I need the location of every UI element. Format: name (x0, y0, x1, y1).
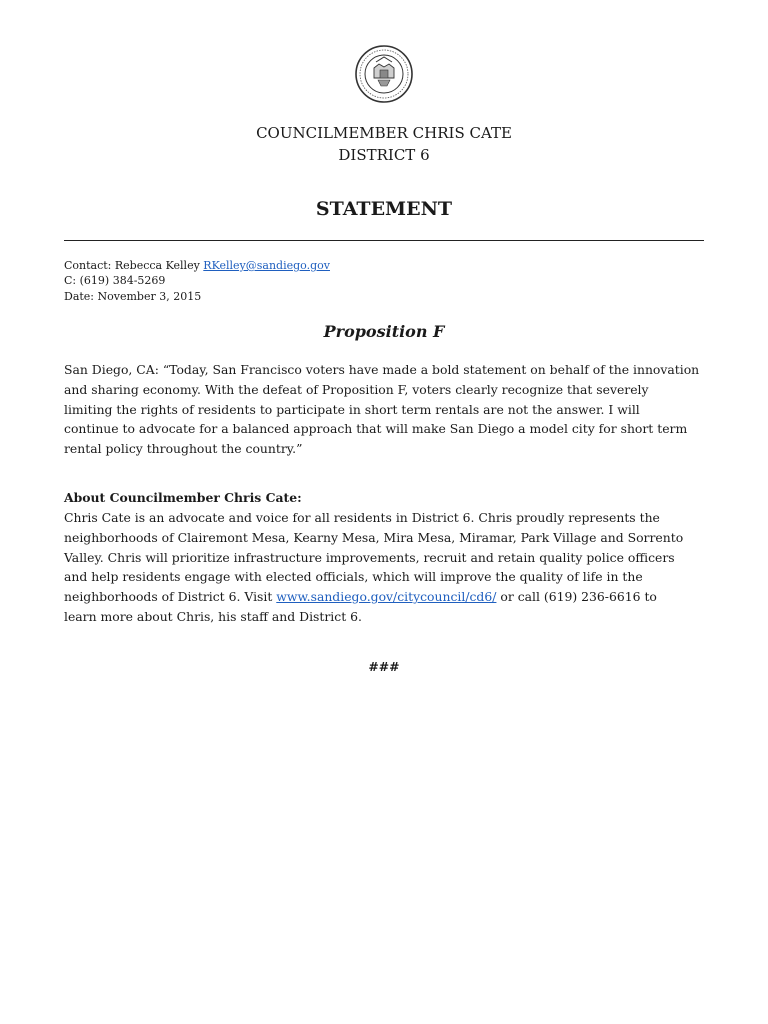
statement-subtitle: Proposition F (323, 322, 445, 341)
divider (64, 240, 704, 241)
about-paragraph (64, 508, 709, 627)
statement-paragraph: San Diego, CA: “Today, San Francisco voters have made a bold statement on behalf of the innovation and sharing economy. With the defeat of Proposition F, voters clearly recognize that severely limiting the rights of residents to participate in short term rentals are not the answer. I will continue to advocate for a balanced approach that will make San Diego a model city for short term rental policy throughout the country.” (64, 362, 700, 457)
about-heading: About Councilmember Chris Cate: (64, 490, 302, 505)
contact-line (64, 258, 330, 273)
contact-phone: C: (619) 384-5269 (64, 274, 166, 287)
contact-label: Contact: Rebecca Kelley (64, 259, 204, 272)
about-text-end: or call (619) 236-6616 to learn more about Chris, his staff and District 6. (64, 589, 657, 624)
district-label: DISTRICT 6 (338, 146, 430, 164)
city-seal-icon (354, 44, 414, 104)
contact-email-link[interactable]: RKelley@sandiego.gov (203, 259, 330, 272)
council-website-link[interactable]: www.sandiego.gov/citycouncil/cd6/ (276, 589, 497, 605)
statement-date: Date: November 3, 2015 (64, 290, 202, 303)
about-text: Chris Cate is an advocate and voice for all residents in District 6. Chris proudly represents the neighborhoods of Clairemont Mesa, Kearny Mesa, Mira Mesa, Miramar, Park Village and Sorrento Valley. Chris will prioritize infrastructure improvements, recruit and retain quality police officers and help residents engage with elected officials, which will improve the quality of life in the neighborhoods of District 6. Visit (64, 510, 684, 605)
end-mark: ### (368, 659, 400, 674)
page-title: STATEMENT (315, 198, 453, 220)
councilmember-name: COUNCILMEMBER CHRIS CATE (256, 124, 512, 142)
